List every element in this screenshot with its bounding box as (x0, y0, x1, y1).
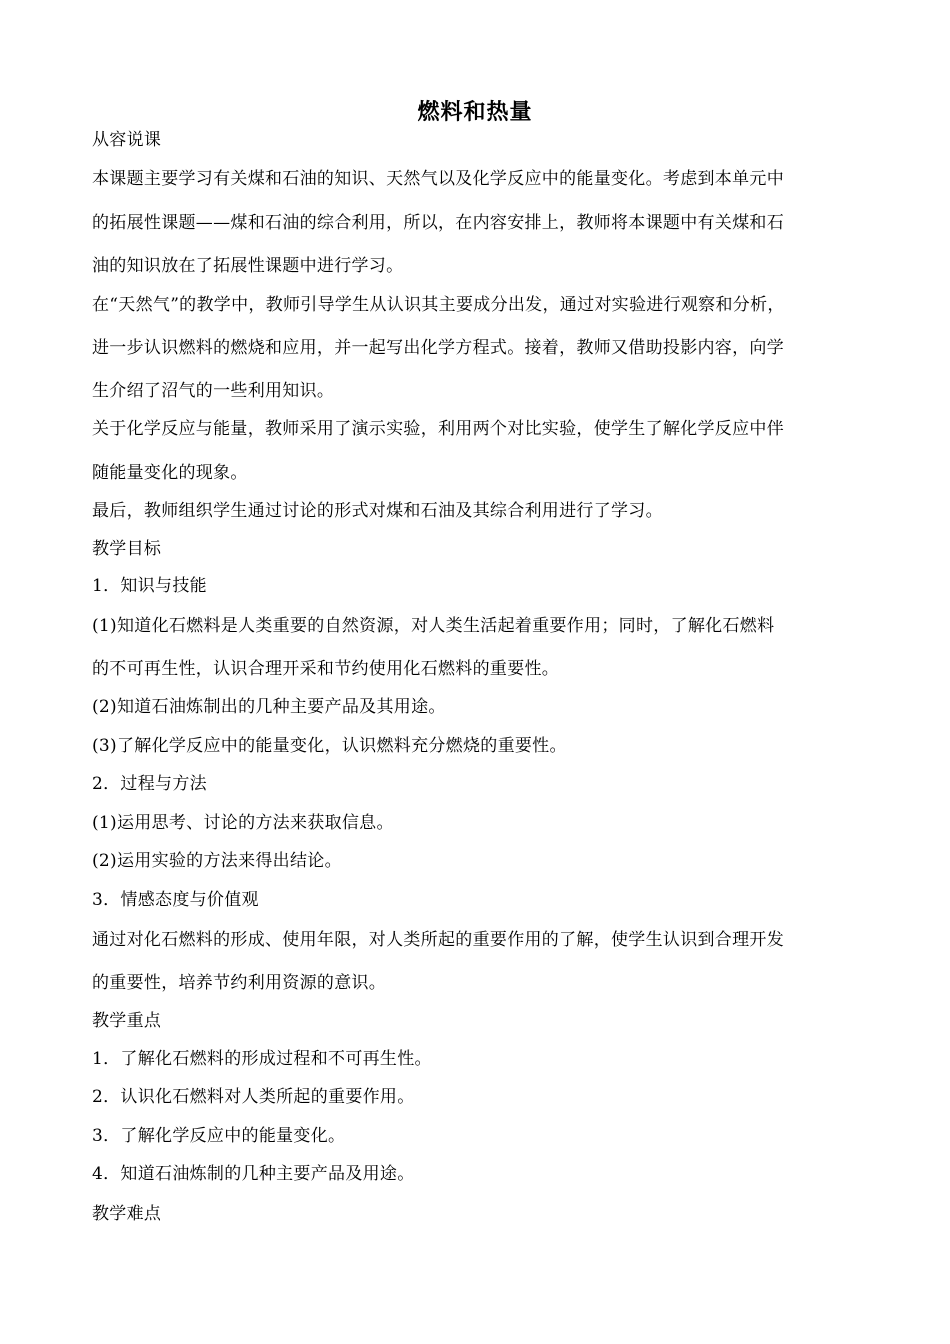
list-item: 1．了解化石燃料的形成过程和不可再生性。 (92, 1049, 432, 1069)
list-item: 2．认识化石燃料对人类所起的重要作用。 (92, 1087, 415, 1107)
text-line: 进一步认识燃料的燃烧和应用，并一起写出化学方程式。接着，教师又借助投影内容，向学 (92, 338, 784, 358)
text-line: 油的知识放在了拓展性课题中进行学习。 (92, 256, 404, 276)
text-line: (1)运用思考、讨论的方法来获取信息。 (92, 813, 394, 833)
document-title: 燃料和热量 (417, 100, 533, 125)
text-line: 关于化学反应与能量，教师采用了演示实验，利用两个对比实验，使学生了解化学反应中伴 (92, 419, 784, 439)
text-line: 在“天然气”的教学中，教师引导学生从认识其主要成分出发，通过对实验进行观察和分析， (92, 295, 785, 315)
text-line: 从容说课 (92, 130, 162, 150)
text-line: 本课题主要学习有关煤和石油的知识、天然气以及化学反应中的能量变化。考虑到本单元中 (92, 169, 784, 189)
text-line: (1)知道化石燃料是人类重要的自然资源，对人类生活起着重要作用；同时，了解化石燃料 (92, 616, 775, 636)
text-line: 通过对化石燃料的形成、使用年限，对人类所起的重要作用的了解，使学生认识到合理开发 (92, 930, 784, 950)
list-item: 3．了解化学反应中的能量变化。 (92, 1126, 346, 1146)
text-line: (3)了解化学反应中的能量变化，认识燃料充分燃烧的重要性。 (92, 736, 567, 756)
text-line: 的重要性，培养节约利用资源的意识。 (92, 973, 387, 993)
section-heading: 教学难点 (92, 1204, 162, 1224)
list-item: 4．知道石油炼制的几种主要产品及用途。 (92, 1164, 415, 1184)
text-line: 的不可再生性，认识合理开采和节约使用化石燃料的重要性。 (92, 659, 560, 679)
text-line: 的拓展性课题——煤和石油的综合利用，所以，在内容安排上，教师将本课题中有关煤和石 (92, 213, 784, 233)
text-line: (2)知道石油炼制出的几种主要产品及其用途。 (92, 697, 446, 717)
text-line: 随能量变化的现象。 (92, 463, 248, 483)
text-line: 生介绍了沼气的一些利用知识。 (92, 381, 335, 401)
section-heading: 教学重点 (92, 1011, 162, 1031)
subsection-heading: 2．过程与方法 (92, 774, 207, 794)
text-line: (2)运用实验的方法来得出结论。 (92, 851, 342, 871)
subsection-heading: 1．知识与技能 (92, 576, 207, 596)
text-line: 最后，教师组织学生通过讨论的形式对煤和石油及其综合利用进行了学习。 (92, 501, 663, 521)
section-heading: 教学目标 (92, 539, 162, 559)
subsection-heading: 3．情感态度与价值观 (92, 890, 259, 910)
